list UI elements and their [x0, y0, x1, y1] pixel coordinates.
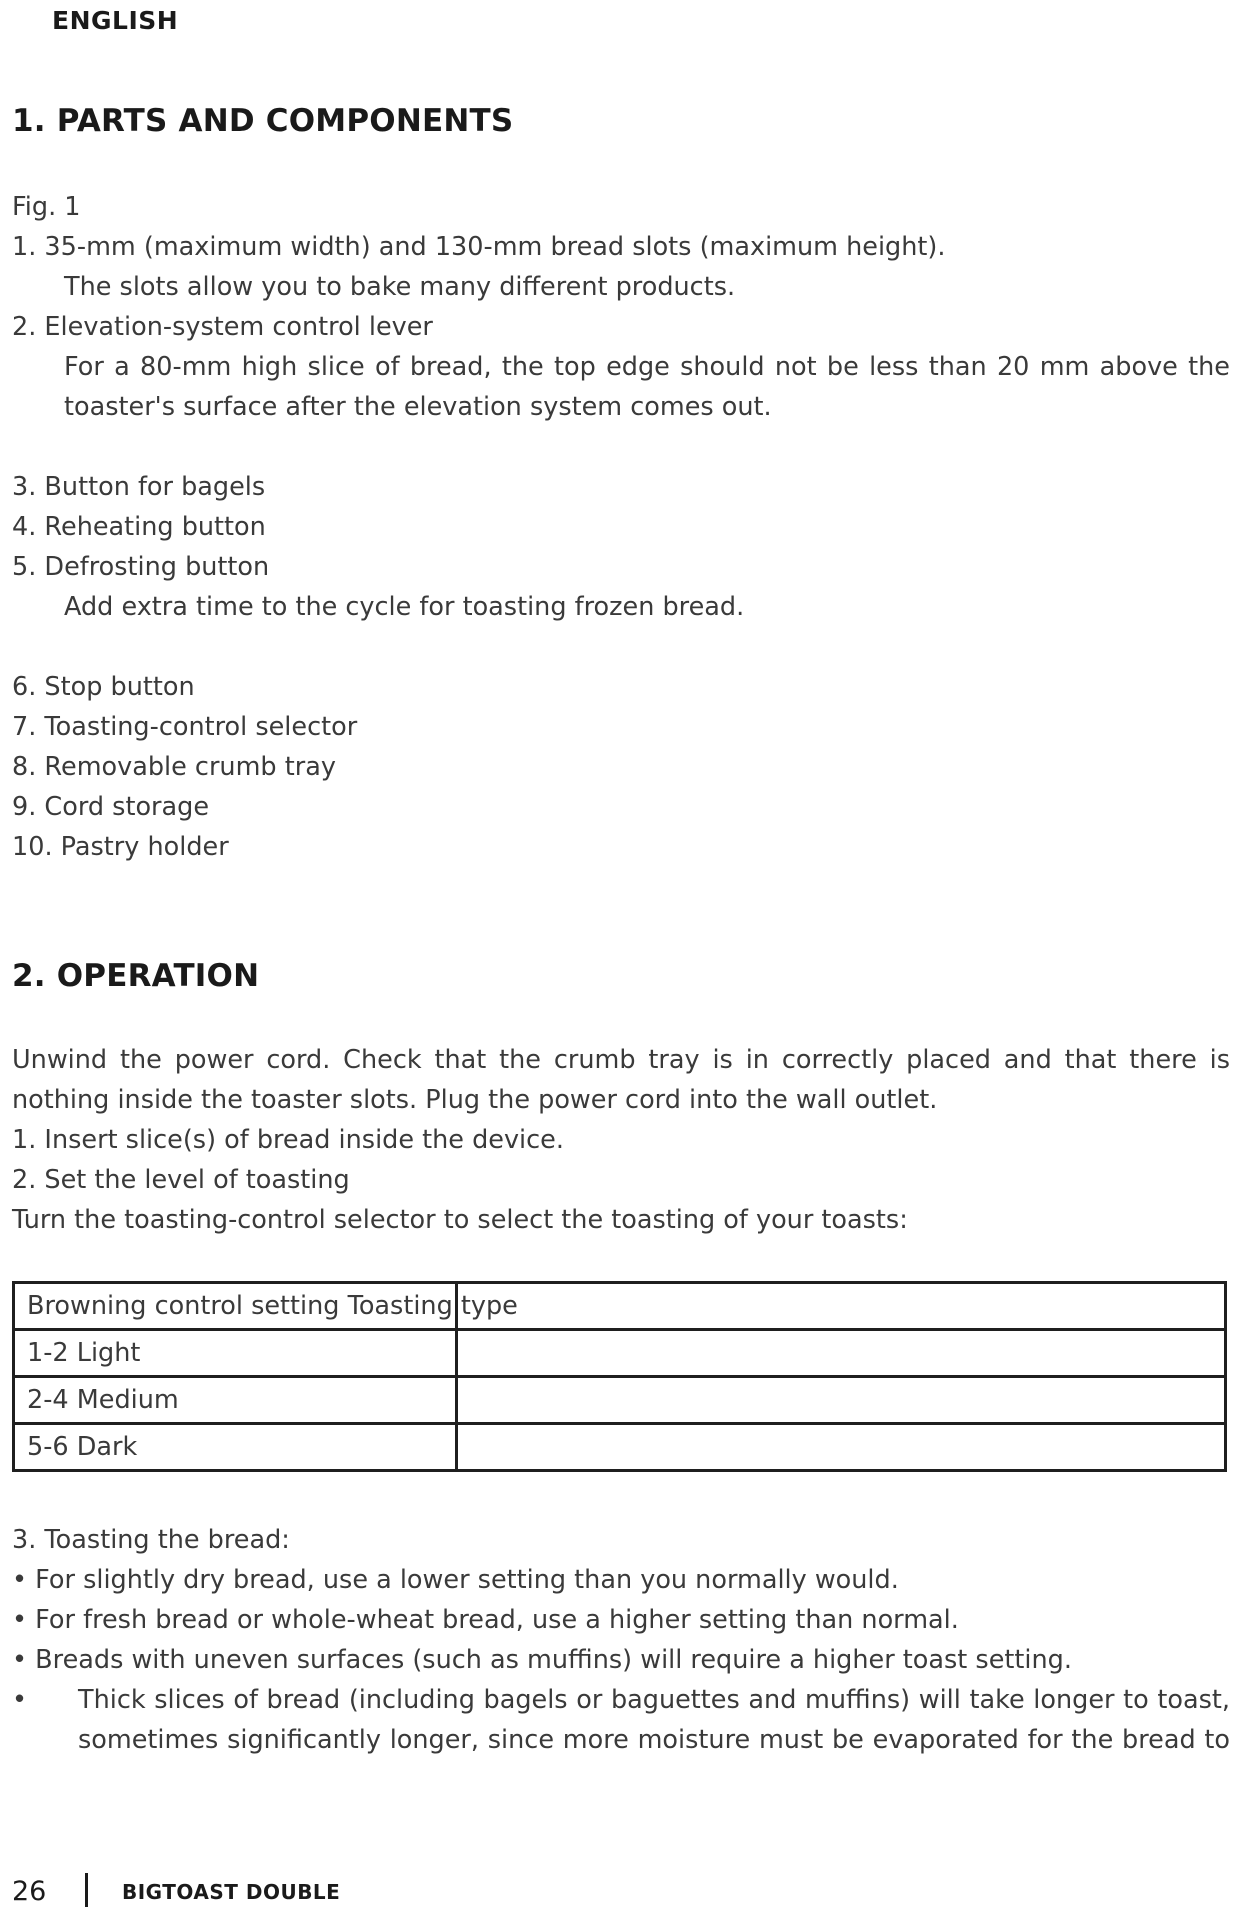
- section-title-operation: 2. OPERATION: [12, 958, 260, 994]
- toast-tip-1: • For slightly dry bread, use a lower setting than you normally would.: [12, 1565, 899, 1595]
- part-item-1: 1. 35-mm (maximum width) and 130-mm bread slots (maximum height).: [12, 232, 946, 262]
- part-item-6: 6. Stop button: [12, 672, 195, 702]
- part-item-7: 7. Toasting-control selector: [12, 712, 358, 742]
- part-item-2: 2. Elevation-system control lever: [12, 312, 433, 342]
- toast-tip-2: • For fresh bread or whole-wheat bread, use a higher setting than normal.: [12, 1605, 959, 1635]
- part-item-3: 3. Button for bagels: [12, 472, 266, 502]
- part-item-10: 10. Pastry holder: [12, 832, 229, 862]
- part-item-8: 8. Removable crumb tray: [12, 752, 336, 782]
- language-label: ENGLISH: [52, 6, 179, 35]
- part-item-5-desc: Add extra time to the cycle for toasting frozen bread.: [64, 592, 745, 622]
- bullet-mark: •: [12, 1685, 28, 1715]
- table-header-cell-2: [457, 1283, 1226, 1330]
- table-row: [14, 1424, 1226, 1471]
- table-cell-type: [457, 1424, 1226, 1471]
- toast-tip-4-line2: sometimes significantly longer, since more moisture must be evaporated for the bread to: [78, 1725, 1230, 1755]
- table-cell-type: [457, 1330, 1226, 1377]
- operation-step-1: 1. Insert slice(s) of bread inside the device.: [12, 1125, 564, 1155]
- table-cell-setting: 5-6 Dark: [14, 1424, 457, 1471]
- operation-intro-line1: Unwind the power cord. Check that the crumb tray is in correctly placed and that there is: [12, 1045, 1230, 1075]
- section-title-parts: 1. PARTS AND COMPONENTS: [12, 103, 514, 139]
- part-item-2-desc-line1: For a 80-mm high slice of bread, the top edge should not be less than 20 mm above the: [64, 352, 1230, 382]
- operation-turn-instruction: Turn the toasting-control selector to select the toasting of your toasts:: [12, 1205, 908, 1235]
- operation-intro-line2: nothing inside the toaster slots. Plug the power cord into the wall outlet.: [12, 1085, 938, 1115]
- footer-divider: [85, 1873, 88, 1907]
- operation-step-3: 3. Toasting the bread:: [12, 1525, 290, 1555]
- toast-tip-4-line1: Thick slices of bread (including bagels or baguettes and muffins) will take longer to toast,: [78, 1685, 1230, 1715]
- table-cell-type: [457, 1377, 1226, 1424]
- footer-brand: BIGTOAST DOUBLE: [122, 1880, 341, 1904]
- figure-label: Fig. 1: [12, 192, 81, 222]
- part-item-2-desc-line2: toaster's surface after the elevation system comes out.: [64, 392, 772, 422]
- table-header-row: [14, 1283, 1226, 1330]
- part-item-4: 4. Reheating button: [12, 512, 266, 542]
- page-number: 26: [12, 1876, 47, 1907]
- part-item-1-desc: The slots allow you to bake many different products.: [64, 272, 736, 302]
- table-header-text: Browning control setting Toasting type: [27, 1291, 518, 1321]
- part-item-5: 5. Defrosting button: [12, 552, 270, 582]
- toast-tip-3: • Breads with uneven surfaces (such as muffins) will require a higher toast setting.: [12, 1645, 1072, 1675]
- table-cell-setting: 2-4 Medium: [14, 1377, 457, 1424]
- table-cell-setting: 1-2 Light: [14, 1330, 457, 1377]
- table-row: [14, 1377, 1226, 1424]
- operation-step-2: 2. Set the level of toasting: [12, 1165, 350, 1195]
- part-item-9: 9. Cord storage: [12, 792, 210, 822]
- browning-table: [12, 1281, 1227, 1472]
- table-header-cell: [14, 1283, 518, 1330]
- table-row: [14, 1330, 1226, 1377]
